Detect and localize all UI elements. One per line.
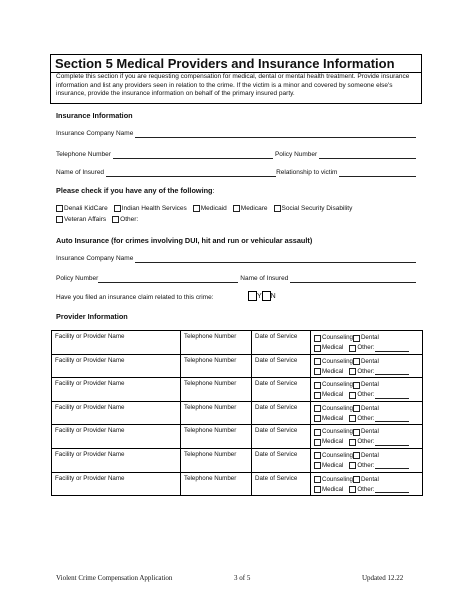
facility-cell[interactable] <box>52 448 181 472</box>
dental-checkbox[interactable] <box>353 358 360 365</box>
footer-page-number: 3 of 5 <box>234 574 251 582</box>
other-blank[interactable] <box>375 392 409 399</box>
counseling-label: Counseling <box>322 381 353 389</box>
checkbox[interactable] <box>274 205 281 212</box>
date-label: Date of Service <box>255 403 298 411</box>
medical-checkbox[interactable] <box>314 462 321 469</box>
other-label: Other: <box>357 461 375 469</box>
telephone-label: Telephone Number <box>184 380 237 388</box>
provider-row <box>52 354 423 378</box>
counseling-checkbox[interactable] <box>314 476 321 483</box>
other-checkbox[interactable] <box>349 368 356 375</box>
claim-yes-no <box>248 291 276 301</box>
medical-label: Medical <box>322 485 344 493</box>
auto-policy-row <box>56 273 418 283</box>
medical-checkbox[interactable] <box>314 345 321 352</box>
policy-field[interactable] <box>319 150 416 159</box>
provider-row <box>52 472 423 496</box>
counseling-label: Counseling <box>322 475 353 483</box>
dental-label: Dental <box>360 381 379 389</box>
facility-label: Facility or Provider Name <box>55 474 125 482</box>
other-checkbox[interactable] <box>349 415 356 422</box>
counseling-checkbox[interactable] <box>314 382 321 389</box>
facility-label: Facility or Provider Name <box>55 380 125 388</box>
dental-label: Dental <box>360 428 379 436</box>
facility-cell[interactable] <box>52 425 181 449</box>
dental-checkbox[interactable] <box>353 429 360 436</box>
coverage-option-ssd[interactable]: Social Security Disability <box>274 205 353 212</box>
coverage-option-ihs[interactable]: Indian Health Services <box>114 205 187 212</box>
coverage-option-other[interactable]: Other: <box>112 216 138 223</box>
other-blank[interactable] <box>375 486 409 493</box>
insured-field[interactable] <box>106 168 276 177</box>
auto-company-field[interactable] <box>135 254 416 263</box>
other-blank[interactable] <box>375 345 409 352</box>
facility-cell[interactable] <box>52 472 181 496</box>
facility-label: Facility or Provider Name <box>55 356 125 364</box>
date-cell[interactable] <box>252 448 311 472</box>
telephone-label: Telephone Number <box>184 450 237 458</box>
telephone-policy-row <box>56 149 418 159</box>
dental-label: Dental <box>360 475 379 483</box>
other-checkbox[interactable] <box>349 345 356 352</box>
telephone-label: Telephone Number <box>184 474 237 482</box>
telephone-label: Telephone Number <box>56 151 111 158</box>
date-label: Date of Service <box>255 450 298 458</box>
provider-row <box>52 448 423 472</box>
claim-yes-checkbox[interactable] <box>248 291 257 301</box>
auto-insured-field[interactable] <box>290 274 416 283</box>
medical-checkbox[interactable] <box>314 486 321 493</box>
dental-checkbox[interactable] <box>353 476 360 483</box>
insurance-company-label: Insurance Company Name <box>56 130 134 137</box>
facility-label: Facility or Provider Name <box>55 333 125 340</box>
footer-updated: Updated 12.22 <box>362 574 404 582</box>
counseling-checkbox[interactable] <box>314 405 321 412</box>
counseling-label: Counseling <box>322 428 353 436</box>
other-label: Other: <box>357 438 375 446</box>
checkbox[interactable] <box>114 205 121 212</box>
auto-policy-field[interactable] <box>98 274 238 283</box>
other-label: Other: <box>357 485 375 493</box>
date-cell[interactable] <box>252 425 311 449</box>
telephone-cell[interactable] <box>181 354 252 378</box>
provider-heading: Provider Information <box>56 312 128 321</box>
counseling-label: Counseling <box>322 334 353 341</box>
section-header-box <box>50 54 422 104</box>
medical-checkbox[interactable] <box>314 439 321 446</box>
coverage-row-1 <box>56 205 358 212</box>
coverage-heading-text: Please check if you have any of the following <box>56 186 213 195</box>
telephone-cell[interactable] <box>181 448 252 472</box>
other-label: Other: <box>357 414 375 422</box>
other-checkbox[interactable] <box>349 392 356 399</box>
medical-label: Medical <box>322 344 344 351</box>
other-blank[interactable] <box>375 415 409 422</box>
counseling-label: Counseling <box>322 404 353 412</box>
telephone-cell[interactable] <box>181 378 252 402</box>
coverage-heading <box>56 186 215 195</box>
date-label: Date of Service <box>255 333 298 340</box>
relationship-label: Relationship to victim <box>276 169 338 176</box>
medical-label: Medical <box>322 414 344 422</box>
other-label: Other: <box>357 367 375 375</box>
insurance-company-field[interactable] <box>135 129 416 138</box>
telephone-label: Telephone Number <box>184 333 237 340</box>
dental-label: Dental <box>360 404 379 412</box>
claim-question-row <box>56 292 256 302</box>
other-checkbox[interactable] <box>349 462 356 469</box>
counseling-checkbox[interactable] <box>314 452 321 459</box>
insured-relationship-row <box>56 167 418 177</box>
policy-label: Policy Number <box>274 151 318 158</box>
other-blank[interactable] <box>375 439 409 446</box>
checkbox[interactable] <box>193 205 200 212</box>
medical-label: Medical <box>322 438 344 446</box>
date-label: Date of Service <box>255 474 298 482</box>
telephone-label: Telephone Number <box>184 403 237 411</box>
date-label: Date of Service <box>255 427 298 435</box>
checkbox[interactable] <box>56 205 63 212</box>
medical-checkbox[interactable] <box>314 415 321 422</box>
date-label: Date of Service <box>255 356 298 364</box>
dental-checkbox[interactable] <box>353 405 360 412</box>
counseling-checkbox[interactable] <box>314 358 321 365</box>
facility-label: Facility or Provider Name <box>55 450 125 458</box>
service-type-cell <box>311 331 423 355</box>
provider-row <box>52 401 423 425</box>
telephone-field[interactable] <box>113 150 273 159</box>
medical-label: Medical <box>322 367 344 375</box>
counseling-checkbox[interactable] <box>314 429 321 436</box>
coverage-row-2 <box>56 216 144 223</box>
service-type-cell <box>311 472 423 496</box>
telephone-cell[interactable] <box>181 472 252 496</box>
coverage-heading-colon: : <box>212 186 215 195</box>
facility-label: Facility or Provider Name <box>55 427 125 435</box>
date-cell[interactable] <box>252 472 311 496</box>
service-type-cell <box>311 354 423 378</box>
dental-checkbox[interactable] <box>353 382 360 389</box>
date-cell[interactable] <box>252 378 311 402</box>
auto-company-label: Insurance Company Name <box>56 255 134 262</box>
counseling-label: Counseling <box>322 357 353 365</box>
footer-form-name: Violent Crime Compensation Application <box>56 574 173 582</box>
insured-label: Name of Insured <box>56 169 105 176</box>
medical-checkbox[interactable] <box>314 392 321 399</box>
service-type-cell <box>311 378 423 402</box>
claim-no-checkbox[interactable] <box>262 291 271 301</box>
telephone-cell[interactable] <box>181 331 252 355</box>
date-cell[interactable] <box>252 354 311 378</box>
facility-cell[interactable] <box>52 401 181 425</box>
other-checkbox[interactable] <box>349 486 356 493</box>
relationship-field[interactable] <box>339 168 416 177</box>
facility-cell[interactable] <box>52 354 181 378</box>
auto-insured-label: Name of Insured <box>240 275 289 282</box>
date-label: Date of Service <box>255 380 298 388</box>
date-cell[interactable] <box>252 331 311 355</box>
other-blank[interactable] <box>375 462 409 469</box>
auto-company-row <box>56 253 418 263</box>
checkbox[interactable] <box>112 216 119 223</box>
checkbox[interactable] <box>233 205 240 212</box>
dental-label: Dental <box>360 334 379 341</box>
other-label: Other: <box>357 391 375 399</box>
claim-yes-label: Y <box>257 292 262 300</box>
service-type-cell <box>311 401 423 425</box>
checkbox[interactable] <box>56 216 63 223</box>
facility-cell[interactable] <box>52 378 181 402</box>
other-checkbox[interactable] <box>349 439 356 446</box>
coverage-option-medicare[interactable]: Medicare <box>233 205 268 212</box>
service-type-cell <box>311 448 423 472</box>
coverage-option-va[interactable]: Veteran Affairs <box>56 216 106 223</box>
coverage-option-medicaid[interactable]: Medicaid <box>193 205 227 212</box>
coverage-option-denali[interactable]: Denali KidCare <box>56 205 108 212</box>
dental-checkbox[interactable] <box>353 335 360 342</box>
facility-cell[interactable] <box>52 331 181 355</box>
provider-row <box>52 425 423 449</box>
telephone-cell[interactable] <box>181 425 252 449</box>
section-intro: Complete this section if you are requesting compensation for medical, dental or mental health treatment. Provide insurance information and list any providers seen in relation to the crime. If the victim is a minor and covered by someone else's insurance, provide the insurance information on behalf of the primary insured party. <box>56 73 410 98</box>
dental-label: Dental <box>360 357 379 365</box>
medical-label: Medical <box>322 461 344 469</box>
insurance-company-row <box>56 128 418 138</box>
insurance-heading: Insurance Information <box>56 111 133 120</box>
medical-checkbox[interactable] <box>314 368 321 375</box>
section-title: Section 5 Medical Providers and Insurance Information <box>55 56 395 71</box>
dental-label: Dental <box>360 451 379 459</box>
auto-insurance-heading: Auto Insurance (for crimes involving DUI, hit and run or vehicular assault) <box>56 236 313 245</box>
counseling-label: Counseling <box>322 451 353 459</box>
claim-no-label: N <box>270 292 276 300</box>
telephone-label: Telephone Number <box>184 427 237 435</box>
counseling-checkbox[interactable] <box>314 335 321 342</box>
provider-table <box>51 330 423 496</box>
other-blank[interactable] <box>375 368 409 375</box>
date-cell[interactable] <box>252 401 311 425</box>
service-type-cell <box>311 425 423 449</box>
provider-row <box>52 331 423 355</box>
auto-policy-label: Policy Number <box>56 275 99 282</box>
facility-label: Facility or Provider Name <box>55 403 125 411</box>
claim-question: Have you filed an insurance claim related to this crime: <box>56 294 214 301</box>
other-label: Other: <box>357 344 375 351</box>
provider-row <box>52 378 423 402</box>
medical-label: Medical <box>322 391 344 399</box>
dental-checkbox[interactable] <box>353 452 360 459</box>
telephone-cell[interactable] <box>181 401 252 425</box>
telephone-label: Telephone Number <box>184 356 237 364</box>
